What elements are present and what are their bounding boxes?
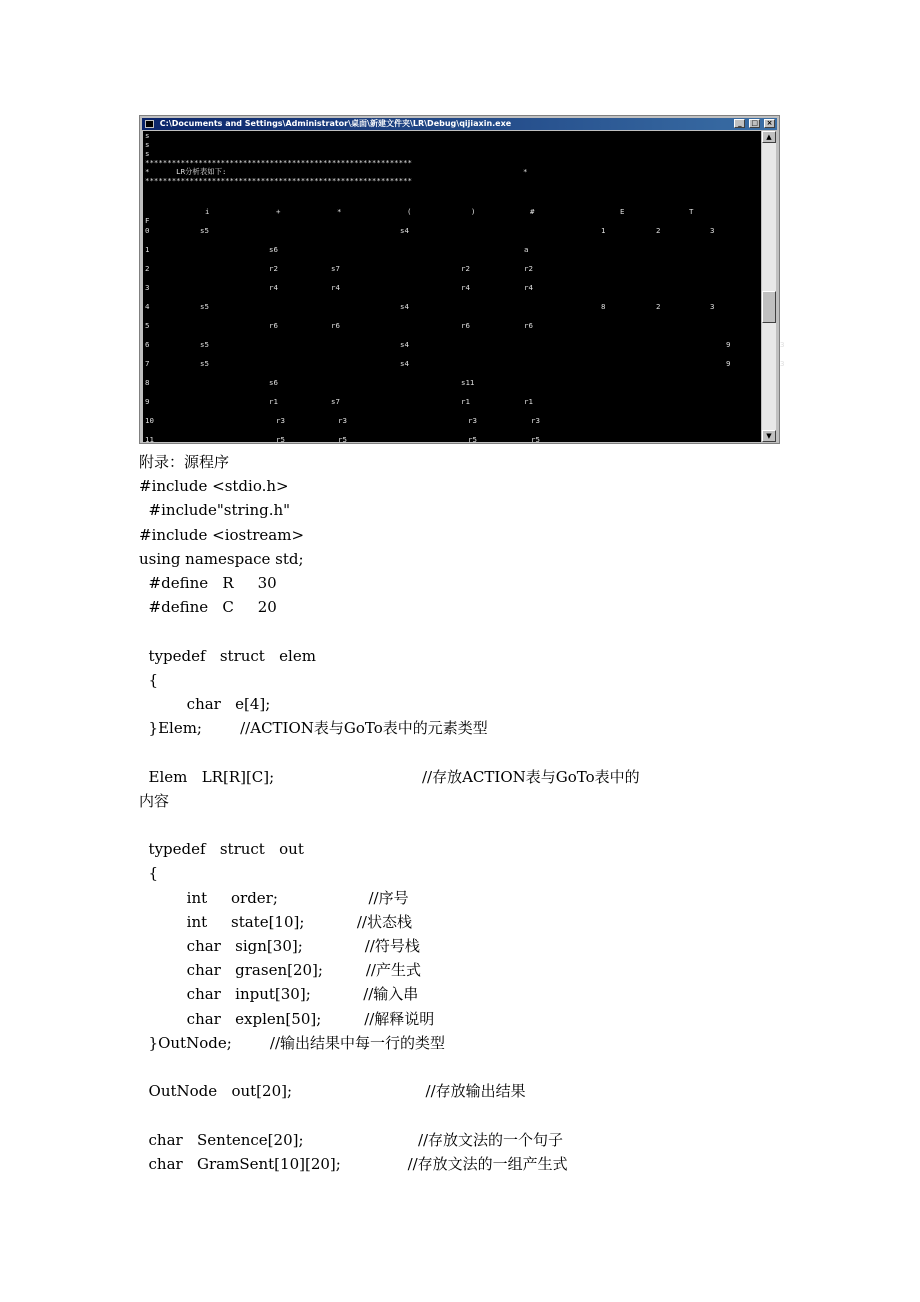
table-header-2: +	[276, 207, 281, 216]
table-cell: s4	[400, 359, 409, 368]
row-state: 1	[145, 245, 150, 254]
scroll-down-button[interactable]: ▼	[762, 430, 776, 442]
table-header-5: )	[471, 207, 476, 216]
table-cell: r5	[468, 435, 477, 444]
code-line: #include"string.h"	[139, 501, 291, 519]
table-cell: 3	[780, 359, 785, 368]
code-line: typedef struct out	[139, 840, 304, 858]
code-line: 内容	[139, 792, 170, 810]
code-line: char grasen[20]; //产生式	[139, 961, 421, 979]
window-title: C:\Documents and Settings\Administrator\桌面\新建文件夹\LR\Debug\qijiaxin.exe	[159, 119, 512, 128]
code-line: {	[139, 864, 159, 882]
row-state: 2	[145, 264, 150, 273]
table-cell: 8	[601, 302, 606, 311]
code-line: typedef struct elem	[139, 647, 316, 665]
table-cell: r5	[338, 435, 347, 444]
stars-top: ************************************************************	[145, 158, 412, 167]
code-line: #include <iostream>	[139, 526, 305, 544]
console-line: s	[145, 131, 150, 140]
table-cell: r1	[269, 397, 278, 406]
row-state: 8	[145, 378, 150, 387]
row-state: 7	[145, 359, 150, 368]
table-cell: 9	[726, 340, 731, 349]
table-cell: s5	[200, 302, 209, 311]
banner-left: * LR分析表如下:	[145, 167, 227, 176]
console-line: s	[145, 140, 150, 149]
row-state: 6	[145, 340, 150, 349]
code-line: char explen[50]; //解释说明	[139, 1010, 435, 1028]
console-window	[139, 115, 785, 444]
table-cell: a	[524, 245, 529, 254]
appendix-heading: 附录：源程序	[139, 453, 230, 471]
row-state: 9	[145, 397, 150, 406]
table-cell: r6	[269, 321, 278, 330]
table-cell: 3	[710, 302, 715, 311]
scroll-thumb[interactable]	[762, 291, 776, 323]
code-line: #include <stdio.h>	[139, 477, 289, 495]
table-header-3: *	[337, 207, 342, 216]
table-cell: s6	[269, 378, 278, 387]
code-line: }Elem; //ACTION表与GoTo表中的元素类型	[139, 719, 488, 737]
table-cell: s5	[200, 359, 209, 368]
row-state: 10	[145, 416, 154, 425]
row-state: 4	[145, 302, 150, 311]
table-cell: 2	[656, 302, 661, 311]
vertical-scrollbar[interactable]	[762, 131, 776, 442]
table-cell: r3	[338, 416, 347, 425]
stars-bottom: ************************************************************	[145, 176, 412, 185]
code-line: char GramSent[10][20]; //存放文法的一组产生式	[139, 1155, 568, 1173]
table-header-1: i	[205, 207, 210, 216]
table-cell: 3	[780, 340, 785, 349]
table-header-4: (	[407, 207, 412, 216]
minimize-button[interactable]: _	[734, 119, 745, 128]
table-cell: s7	[331, 397, 340, 406]
table-cell: r4	[524, 283, 533, 292]
table-cell: r1	[524, 397, 533, 406]
table-cell: s4	[400, 226, 409, 235]
table-cell: 9	[726, 359, 731, 368]
table-cell: r2	[524, 264, 533, 273]
console-output	[143, 131, 785, 444]
table-cell: r4	[269, 283, 278, 292]
table-cell: r6	[461, 321, 470, 330]
console-app-icon	[145, 120, 154, 128]
code-line: #define R 30	[139, 574, 277, 592]
code-line: char e[4];	[139, 695, 271, 713]
table-cell: 3	[710, 226, 715, 235]
code-line: {	[139, 671, 159, 689]
table-cell: r2	[269, 264, 278, 273]
row-state: 11	[145, 435, 154, 444]
code-line: using namespace std;	[139, 550, 304, 568]
console-line: s	[145, 149, 150, 158]
table-cell: s5	[200, 340, 209, 349]
table-header-6: #	[530, 207, 535, 216]
table-cell: r1	[461, 397, 470, 406]
table-cell: 1	[601, 226, 606, 235]
code-line: Elem LR[R][C]; //存放ACTION表与GoTo表中的	[139, 768, 640, 786]
table-cell: s5	[200, 226, 209, 235]
table-cell: r3	[531, 416, 540, 425]
window-controls	[733, 119, 775, 129]
window-titlebar[interactable]	[142, 118, 777, 130]
code-line: OutNode out[20]; //存放输出结果	[139, 1082, 526, 1100]
table-cell: r4	[461, 283, 470, 292]
table-cell: s6	[269, 245, 278, 254]
table-header-7: E	[620, 207, 625, 216]
table-cell: r6	[331, 321, 340, 330]
code-line: char input[30]; //输入串	[139, 985, 419, 1003]
table-cell: r2	[461, 264, 470, 273]
table-header-9: F	[145, 216, 150, 225]
code-line: char Sentence[20]; //存放文法的一个句子	[139, 1131, 564, 1149]
maximize-button[interactable]: □	[749, 119, 760, 128]
code-line: }OutNode; //输出结果中每一行的类型	[139, 1034, 446, 1052]
table-cell: s7	[331, 264, 340, 273]
row-state: 3	[145, 283, 150, 292]
table-header-8: T	[689, 207, 694, 216]
table-cell: s11	[461, 378, 475, 387]
table-cell: 2	[656, 226, 661, 235]
close-button[interactable]: ×	[764, 119, 775, 128]
code-line: char sign[30]; //符号栈	[139, 937, 420, 955]
code-line: int order; //序号	[139, 889, 409, 907]
row-state: 5	[145, 321, 150, 330]
table-cell: r4	[331, 283, 340, 292]
table-cell: r5	[276, 435, 285, 444]
row-state: 0	[145, 226, 150, 235]
table-cell: r5	[531, 435, 540, 444]
table-cell: r3	[276, 416, 285, 425]
table-cell: s4	[400, 340, 409, 349]
scroll-up-button[interactable]: ▲	[762, 131, 776, 143]
code-line: #define C 20	[139, 598, 277, 616]
code-line: int state[10]; //状态栈	[139, 913, 412, 931]
table-cell: r6	[524, 321, 533, 330]
table-cell: r3	[468, 416, 477, 425]
banner-right: *	[523, 167, 528, 176]
table-cell: s4	[400, 302, 409, 311]
